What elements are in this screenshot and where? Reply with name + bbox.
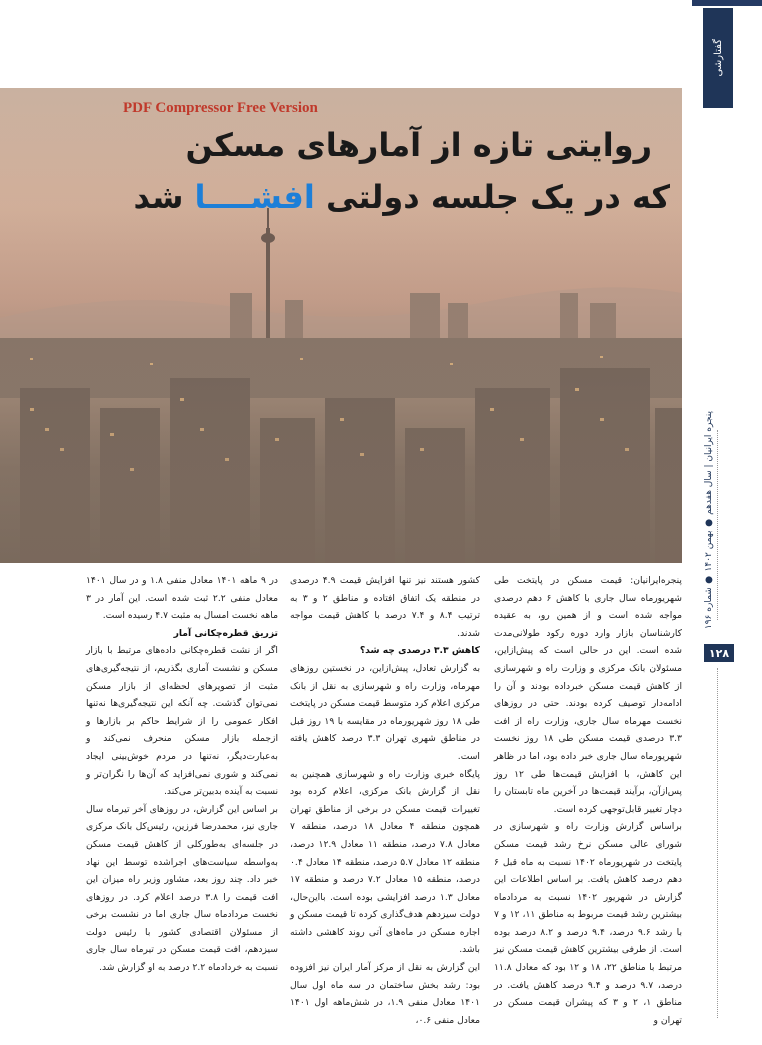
paragraph: بر اساس این گزارش، در روزهای آخر تیرماه سال جاری نیز، محمدرضا فرزین، رئیس‌کل بانک مرکزی در جلسه‌ای به‌طورکلی از کاهش قیمت مسکن به‌واسطه سیاست‌های اجراشده توسط این نهاد خبر داد. چند روز بعد، مشاور وزیر راه میزان این افت قیمت را ۳.۸ درصد اعلام کرد. در روزهای نخست مردادماه سال جاری اما در نشست برخی از مسئولان اقتصادی کشور با رئیس دولت سیزدهم، افت قیمت مسکن در تیرماه سال جاری نسبت به خردادماه ۲.۲ درصد به او گزارش شد. — [86, 803, 279, 974]
section-tab — [703, 8, 733, 108]
paragraph: اگر از نشت قطره‌چکانی داده‌های مرتبط با بازار مسکن و نشست آماری بگذریم، از نتیجه‌گیری‌های مثبت از تصویرهای لحظه‌ای از بازار مسکن نمی‌توان گذشت. چه آنکه این نتیجه‌گیری‌ها نه‌تنها افکار عمومی را از شرایط حاکم بر بازارها و ازجمله بازار مسکن منحرف نمی‌کند و به‌عبارت‌دیگر، نه‌تنها در مردم خوش‌بینی ایجاد نمی‌کند و شوری نمی‌افزاید که آن‌ها را نگران‌تر و نسبت به آینده بدبین‌تر می‌کند. — [86, 645, 278, 798]
magazine-label-text: پنجره ایرانیان | سال هفدهم ● بهمن ۱۴۰۲ ● شماره ۱۹۶ — [704, 410, 714, 630]
section-heading: تزریق قطره‌چکانی آمار — [173, 627, 278, 639]
headline-line-2 — [133, 178, 670, 216]
page-number: ۱۲۸ — [704, 644, 734, 662]
paragraph: کشور هستند نیز تنها افزایش قیمت ۴.۹ درصدی در منطقه یک اتفاق افتاده و مناطق ۲ و ۳ به ترتیب ۸.۴ و ۷.۴ درصد با کاهش قیمت مواجه شدند. — [290, 575, 481, 639]
article-column-2 — [290, 572, 480, 1029]
paragraph: به گزارش تعادل، پیش‌ازاین، در نخستین روزهای مهرماه، وزارت راه و شهرسازی به نقل از بانک مرکزی اعلام کرد متوسط قیمت مسکن در پایتخت طی ۱۸ روز شهریورماه در مقایسه با ۱۹ روز قبل در مناطق شهری تهران ۳.۳ درصد کاهش یافته است. — [290, 662, 481, 762]
headline-line-1: روایتی تازه از آمارهای مسکن — [185, 126, 652, 164]
article-column-3 — [86, 572, 278, 977]
section-heading: کاهش ۳.۳ درصدی چه شد؟ — [359, 645, 480, 657]
headline-line-2-end: شد — [133, 178, 195, 216]
watermark-text: PDF Compressor Free Version — [123, 100, 318, 116]
section-tab-label: گفتارشی — [712, 39, 724, 77]
paragraph: در ۹ ماهه ۱۴۰۱ معادل منفی ۱.۸ و در سال ۱۴۰۱ معادل منفی ۲.۲ ثبت شده است. این آمار در ۳ ماهه نخست امسال به مثبت ۴.۷ رسیده است. — [86, 575, 278, 622]
paragraph: پایگاه خبری وزارت راه و شهرسازی همچنین به نقل از گزارش بانک مرکزی، اعلام کرده بود تغییرات قیمت مسکن در برخی از مناطق تهران همچون منطقه ۴ معادل ۱۸ درصد، منطقه ۷ معادل ۷.۸ درصد، منطقه ۱۱ معادل ۱۲.۹ درصد، منطقه ۱۲ معادل ۵.۷ درصد، منطقه ۱۴ معادل ۰.۴ درصد، منطقه ۱۵ معادل ۷.۲ درصد و منطقه ۱۷ معادل ۱.۳ درصد افزایشی بوده است. بااین‌حال، دولت سیزدهم هدف‌گذاری کرده تا قیمت مسکن و اجاره مسکن در ماه‌های آتی روند کاهشی داشته باشد. — [290, 768, 481, 956]
headline-highlight: افشــــا — [194, 178, 315, 216]
paragraph: براساس گزارش وزارت راه و شهرسازی در شورای عالی مسکن نرخ رشد قیمت مسکن پایتخت در شهریورماه ۱۴۰۲ نسبت به ماه قبل ۶ دهم درصد کاهش یافت. بر اساس اطلاعات این گزارش در شهریور ۱۴۰۲ نسبت به مردادماه بیشترین رشد قیمت مربوط به مناطق ۱۱، ۱۲ و ۷ با رشد ۹.۶ درصد، ۹.۴ درصد و ۸.۲ درصد بوده است. از طرفی بیشترین کاهش قیمت مسکن نیز مرتبط با مناطق ۲۲، ۱۸ و ۱۲ بود که معادل ۱۱.۸ درصد، ۹.۷ درصد و ۹.۴ درصد کاهش یافت. در مناطق ۱، ۲ و ۳ که پیشران قیمت مسکن در تهران و — [494, 821, 683, 1026]
magazine-vertical-label — [700, 410, 718, 630]
paragraph: پنجره‌ایرانیان: قیمت مسکن در پایتخت طی شهریورماه سال جاری با کاهش ۶ دهم درصدی مواجه شده است و از همین رو، به عقیده کارشناسان بازار وارد دوره رکود طولانی‌مدت شده است. این در حالی است که پیش‌ازاین، مسئولان بانک مرکزی و وزارت راه و شهرسازی از کاهش قیمت مسکن خبرداده بودند و آن را ادامه‌دار توصیف کرده بودند. حتی در روزهای نخست مهرماه سال جاری، وزارت راه از افت ۳.۳ درصدی قیمت مسکن طی ۱۸ روز نخست شهریورماه سال جاری خبر داده بود، اما در ظاهر این کاهش، با افزایش قیمت‌ها طی ۱۲ روز پس‌ازآن، برآیند قیمت‌ها در آخرین ماه تابستان را دچار تغییر قابل‌توجهی کرده است. — [494, 575, 682, 815]
article-column-1 — [494, 572, 682, 1029]
paragraph: این گزارش به نقل از مرکز آمار ایران نیز افزوده بود: رشد بخش ساختمان در سه ماه اول سال ۱۴۰۱ معادل منفی ۱.۹، در شش‌ماهه اول ۱۴۰۱ معادل منفی ۰.۶، — [290, 962, 480, 1026]
headline-line-2-start: که در یک جلسه دولتی — [314, 178, 670, 216]
divider — [717, 668, 719, 1018]
top-accent-bar — [692, 0, 762, 6]
